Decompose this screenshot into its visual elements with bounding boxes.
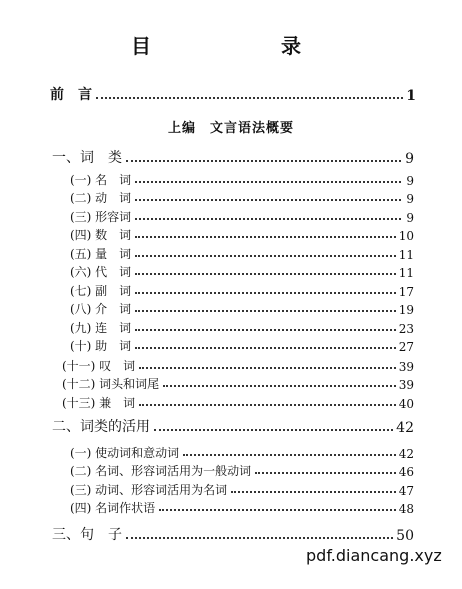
toc-entry[interactable] [62, 356, 414, 374]
toc-leader-dots [126, 536, 393, 539]
toc-entry-label: (十三) 兼 词 [62, 396, 136, 410]
toc-leader-dots [135, 217, 401, 220]
toc-entry-label: 三、句 子 [52, 527, 122, 543]
toc-entry-page: 40 [398, 397, 414, 411]
toc-leader-dots [163, 384, 396, 387]
toc-entry-label: (五) 量 词 [70, 247, 132, 261]
toc-entry-page: 10 [398, 229, 414, 243]
toc-entry-preface[interactable] [50, 86, 416, 104]
toc-leader-dots [154, 428, 393, 431]
toc-leader-dots [135, 180, 401, 183]
section-subtitle: 文言语法概要 [210, 121, 295, 136]
toc-entry[interactable] [62, 393, 414, 411]
toc-entry[interactable] [52, 418, 414, 436]
toc-entry-page: 48 [398, 502, 414, 516]
toc-entry-page: 1 [406, 88, 416, 104]
toc-entry-page: 23 [398, 322, 414, 336]
toc-entry[interactable] [70, 244, 414, 262]
toc-entry-page: 50 [396, 528, 414, 544]
section-label: 上编 [167, 121, 196, 136]
toc-leader-dots [96, 96, 403, 99]
toc-entry-page: 47 [398, 484, 414, 498]
toc-leader-dots [135, 291, 396, 294]
toc-entry[interactable] [70, 207, 414, 225]
toc-entry[interactable] [70, 262, 414, 280]
toc-entry-label: (十) 助 词 [70, 339, 132, 353]
toc-entry[interactable] [70, 299, 414, 317]
toc-leader-dots [183, 453, 396, 456]
toc-leader-dots [135, 254, 396, 257]
toc-entry-label: (七) 副 词 [70, 284, 132, 298]
toc-entry-page: 9 [406, 192, 414, 206]
toc-entry-label: (二) 动 词 [70, 191, 132, 205]
toc-entry-label: (四) 名词作状语 [70, 501, 156, 515]
toc-entry[interactable] [70, 443, 414, 461]
toc-entry[interactable] [70, 498, 414, 516]
toc-leader-dots [126, 159, 401, 162]
toc-entry[interactable] [70, 480, 414, 498]
toc-entry[interactable] [62, 374, 414, 392]
toc-entry[interactable] [70, 461, 414, 479]
toc-entry-label: (四) 数 词 [70, 228, 132, 242]
toc-leader-dots [135, 198, 401, 201]
toc-entry-label: (二) 名词、形容词活用为一般动词 [70, 464, 252, 478]
toc-leader-dots [135, 309, 396, 312]
toc-entry-page: 17 [398, 285, 414, 299]
toc-entry-page: 11 [398, 266, 414, 280]
page-title: 目 录 [131, 34, 331, 58]
toc-entry-page: 46 [398, 465, 414, 479]
toc-entry-page: 39 [398, 378, 414, 392]
toc-entry[interactable] [70, 170, 414, 188]
toc-entry-page: 9 [406, 211, 414, 225]
toc-entry-page: 39 [398, 360, 414, 374]
toc-leader-dots [231, 490, 396, 493]
toc-entry-page: 19 [398, 303, 414, 317]
toc-entry[interactable] [70, 188, 414, 206]
toc-entry-label: (十二) 词头和词尾 [62, 377, 160, 391]
toc-leader-dots [159, 508, 396, 511]
toc-entry-label: 二、词类的活用 [52, 419, 150, 435]
toc-entry-label: (三) 动词、形容词活用为名词 [70, 483, 228, 497]
toc-entry[interactable] [52, 526, 414, 544]
toc-leader-dots [139, 403, 396, 406]
toc-entry-page: 42 [396, 420, 414, 436]
section-heading [0, 117, 462, 136]
toc-entry-page: 42 [398, 447, 414, 461]
toc-entry-label: (三) 形容词 [70, 210, 132, 224]
toc-entry-label: 一、词 类 [52, 150, 122, 166]
toc-entry-page: 11 [398, 248, 414, 262]
toc-entry-label: 前 言 [50, 87, 92, 103]
toc-entry[interactable] [70, 225, 414, 243]
toc-entry-label: (一) 使动词和意动词 [70, 446, 180, 460]
toc-entry-label: (一) 名 词 [70, 173, 132, 187]
toc-entry-label: (九) 连 词 [70, 321, 132, 335]
watermark-text: pdf.diancang.xyz [306, 546, 442, 565]
toc-leader-dots [135, 235, 396, 238]
toc-entry[interactable] [70, 318, 414, 336]
toc-entry-label: (八) 介 词 [70, 302, 132, 316]
toc-entry-page: 9 [405, 151, 414, 167]
toc-entry-label: (六) 代 词 [70, 265, 132, 279]
toc-entry[interactable] [52, 149, 414, 167]
toc-leader-dots [135, 272, 396, 275]
toc-leader-dots [255, 471, 396, 474]
toc-entry-page: 9 [406, 174, 414, 188]
toc-leader-dots [135, 328, 396, 331]
toc-leader-dots [139, 366, 396, 369]
toc-entry[interactable] [70, 281, 414, 299]
toc-entry-label: (十一) 叹 词 [62, 359, 136, 373]
toc-leader-dots [135, 346, 396, 349]
toc-entry-page: 27 [398, 340, 414, 354]
toc-entry[interactable] [70, 336, 414, 354]
